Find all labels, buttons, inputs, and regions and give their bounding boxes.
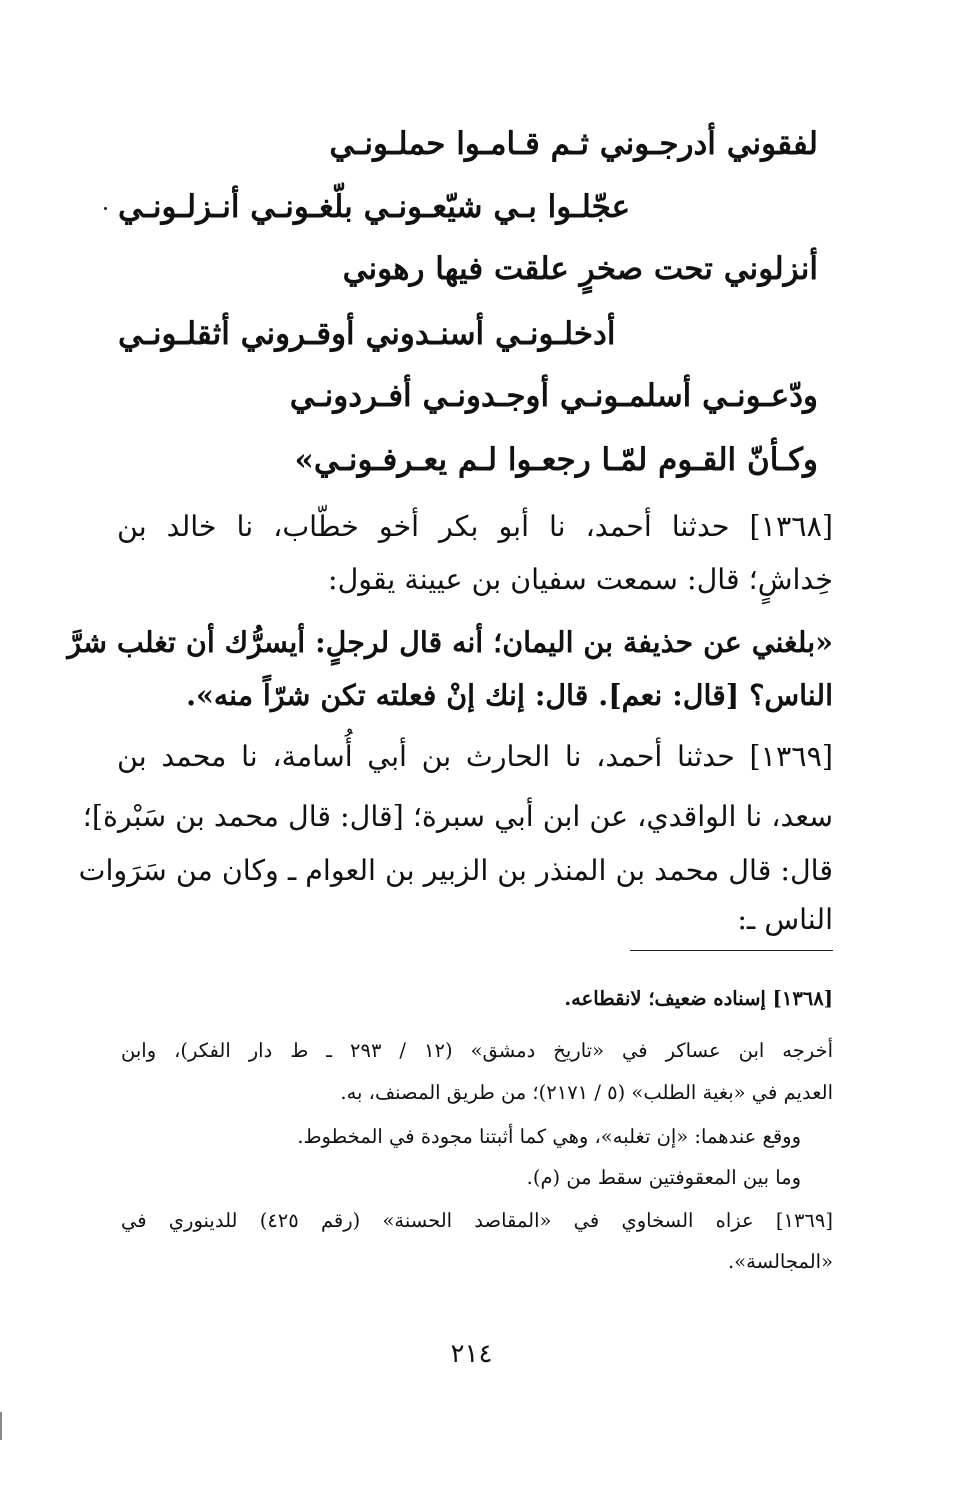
scan-speck [104,207,107,210]
footnote-1368-line-3: ووقع عندهما: «إن تغلبه»، وهي كما أثبتنا مجودة في المخطوط. [297,1125,801,1148]
verse-line-1: لفقوني أدرجـوني ثـم قـامـوا حملـونـي [329,126,818,162]
verse-line-5: ودّعـونـي أسلمـونـي أوجـدونـي أفـردونـي [289,378,818,414]
page-number: ٢١٤ [450,1339,493,1369]
verse-line-4: أدخلـونـي أسنـدوني أوقـروني أثقلـونـي [118,316,616,352]
scan-edge-mark [0,1412,2,1440]
footnote-1368-line-2: العديم في «بغية الطلب» (٥ / ٢١٧١)؛ من طريق المصنف، به. [340,1081,833,1104]
footnote-1368-line-1: أخرجه ابن عساكر في «تاريخ دمشق» (١٢ / ٢٩٣ ـ ط دار الفكر)، وابن [121,1039,834,1062]
footnote-1369-line-1: [١٣٦٩] عزاه السخاوي في «المقاصد الحسنة» (رقم ٤٢٥) للدينوري في [121,1209,833,1232]
hadith-1369-line-2: سعد، نا الواقدي، عن ابن أبي سبرة؛ [قال: قال محمد بن سَبْرة]؛ [82,800,833,833]
hadith-1368-line-2: خِداشٍ؛ قال: سمعت سفيان بن عيينة يقول: [327,563,833,596]
verse-line-3: أنزلوني تحت صخرٍ علقت فيها رهوني [342,251,818,287]
footnote-1369-line-2: «المجالسة». [727,1250,833,1273]
footnote-1368-line-4: وما بين المعقوفتين سقط من (م). [526,1166,801,1189]
footnote-1368-grade: [١٣٦٨] إسناده ضعيف؛ لانقطاعه. [564,987,833,1010]
verse-line-2: عجّلـوا بـي شيّعـونـي بلّغـونـي أنـزلـونـي [118,189,631,225]
footnote-separator [630,950,833,951]
hadith-1368-line-1: [١٣٦٨] حدثنا أحمد، نا أبو بكر أخو خطّاب، نا خالد بن [117,510,833,543]
hadith-1368-quote-line-1: «بلغني عن حذيفة بن اليمان؛ أنه قال لرجلٍ: أيسرُّك أن تغلب شرَّ [67,625,833,659]
hadith-1369-line-3: قال: قال محمد بن المنذر بن الزبير بن العوام ـ وكان من سَرَوات [78,854,833,887]
verse-line-6: وكـأنّ القـوم لمّـا رجعـوا لـم يعـرفـونـي» [294,442,818,478]
hadith-1369-line-4: الناس ـ: [737,903,833,936]
hadith-1369-line-1: [١٣٦٩] حدثنا أحمد، نا الحارث بن أبي أُسامة، نا محمد بن [117,740,833,773]
hadith-1368-quote-line-2: الناس؟ [قال: نعم]. قال: إنك إنْ فعلته تكن شرّاً منه». [186,678,833,712]
